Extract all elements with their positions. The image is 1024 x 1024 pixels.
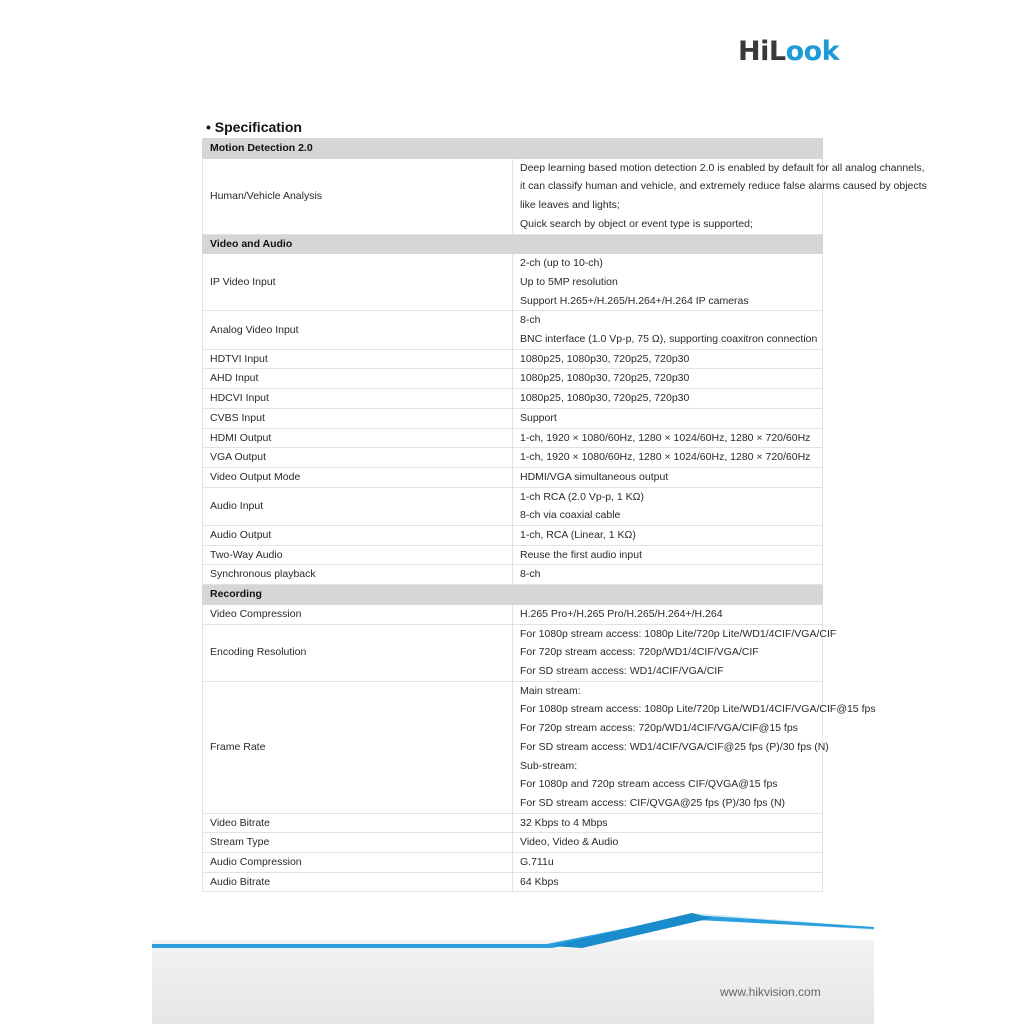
section-title: Video and Audio	[203, 234, 823, 254]
spec-value-line: 2-ch (up to 10-ch)	[520, 257, 603, 270]
spec-value	[513, 853, 823, 873]
spec-value-line: like leaves and lights;	[520, 199, 620, 212]
spec-row	[203, 254, 823, 311]
spec-value-line: Support	[520, 411, 557, 424]
spec-value	[513, 408, 823, 428]
spec-value-line: HDMI/VGA simultaneous output	[520, 470, 669, 483]
spec-value-line: 8-ch	[520, 568, 541, 581]
spec-label: AHD Input	[203, 369, 513, 389]
spec-row	[203, 487, 823, 525]
spec-row	[203, 389, 823, 409]
spec-row	[203, 872, 823, 892]
spec-value-line: For SD stream access: WD1/4CIF/VGA/CIF@25 fps (P)/30 fps (N)	[520, 740, 829, 753]
spec-row	[203, 158, 823, 234]
spec-value-line: 1-ch, RCA (Linear, 1 KΩ)	[520, 529, 636, 542]
hilook-logo: HiLook	[738, 36, 840, 67]
spec-value-line: 64 Kbps	[520, 875, 559, 888]
spec-value-line: 1-ch RCA (2.0 Vp-p, 1 KΩ)	[520, 490, 644, 503]
spec-value	[513, 624, 837, 681]
spec-row	[203, 833, 823, 853]
spec-label: IP Video Input	[203, 254, 513, 311]
spec-value	[513, 487, 823, 525]
spec-value-line: For 1080p stream access: 1080p Lite/720p Lite/WD1/4CIF/VGA/CIF@15 fps	[520, 703, 876, 716]
spec-value	[513, 349, 823, 369]
spec-value-line: Video, Video & Audio	[520, 836, 619, 849]
spec-value-line: it can classify human and vehicle, and extremely reduce false alarms caused by objects	[520, 180, 927, 193]
spec-row	[203, 349, 823, 369]
spec-row	[203, 624, 823, 681]
page-title: • Specification	[206, 119, 302, 135]
section-header	[203, 585, 823, 605]
section-title: Recording	[203, 585, 823, 605]
spec-value	[513, 813, 823, 833]
footer-graphic	[152, 900, 874, 1024]
spec-value-line: 1080p25, 1080p30, 720p25, 720p30	[520, 392, 690, 405]
spec-label: Video Output Mode	[203, 467, 513, 487]
spec-row	[203, 565, 823, 585]
spec-value-line: For 720p stream access: 720p/WD1/4CIF/VGA/CIF@15 fps	[520, 722, 798, 735]
spec-row	[203, 467, 823, 487]
spec-value-line: 1080p25, 1080p30, 720p25, 720p30	[520, 372, 690, 385]
spec-label: Analog Video Input	[203, 311, 513, 349]
spec-value	[513, 681, 876, 813]
spec-value-line: Deep learning based motion detection 2.0 is enabled by default for all analog channels,	[520, 161, 925, 174]
spec-label: HDCVI Input	[203, 389, 513, 409]
spec-value	[513, 158, 927, 234]
spec-value-line: 1-ch, 1920 × 1080/60Hz, 1280 × 1024/60Hz, 1280 × 720/60Hz	[520, 451, 811, 464]
spec-label: Video Compression	[203, 604, 513, 624]
spec-row	[203, 526, 823, 546]
spec-value-line: Up to 5MP resolution	[520, 275, 618, 288]
spec-value-line: BNC interface (1.0 Vp-p, 75 Ω), supporting coaxitron connection	[520, 333, 818, 346]
spec-value-line: Sub-stream:	[520, 759, 578, 772]
spec-label: Audio Compression	[203, 853, 513, 873]
spec-table	[202, 138, 927, 892]
spec-row	[203, 428, 823, 448]
spec-value-line: Reuse the first audio input	[520, 548, 642, 561]
spec-label: Audio Output	[203, 526, 513, 546]
spec-row	[203, 545, 823, 565]
spec-row	[203, 604, 823, 624]
spec-value-line: Quick search by object or event type is supported;	[520, 217, 753, 230]
footer-url[interactable]: www.hikvision.com	[720, 985, 821, 999]
spec-label: Stream Type	[203, 833, 513, 853]
spec-row	[203, 408, 823, 428]
spec-value	[513, 833, 823, 853]
spec-label: HDTVI Input	[203, 349, 513, 369]
spec-value	[513, 389, 823, 409]
spec-value-line: For SD stream access: CIF/QVGA@25 fps (P)/30 fps (N)	[520, 796, 786, 809]
spec-value-line: For 1080p stream access: 1080p Lite/720p Lite/WD1/4CIF/VGA/CIF	[520, 627, 837, 640]
spec-value-line: For 720p stream access: 720p/WD1/4CIF/VGA/CIF	[520, 646, 759, 659]
spec-row	[203, 448, 823, 468]
spec-value	[513, 872, 823, 892]
spec-label: CVBS Input	[203, 408, 513, 428]
spec-value-line: 1-ch, 1920 × 1080/60Hz, 1280 × 1024/60Hz, 1280 × 720/60Hz	[520, 431, 811, 444]
spec-label: Human/Vehicle Analysis	[203, 158, 513, 234]
spec-label: Synchronous playback	[203, 565, 513, 585]
spec-label: Audio Bitrate	[203, 872, 513, 892]
spec-label: HDMI Output	[203, 428, 513, 448]
spec-row	[203, 813, 823, 833]
spec-label: Audio Input	[203, 487, 513, 525]
spec-label: Frame Rate	[203, 681, 513, 813]
spec-row	[203, 369, 823, 389]
section-header	[203, 234, 823, 254]
spec-value-line: 32 Kbps to 4 Mbps	[520, 816, 608, 829]
spec-value-line: 8-ch	[520, 314, 541, 327]
spec-value-line: H.265 Pro+/H.265 Pro/H.265/H.264+/H.264	[520, 607, 723, 620]
spec-value-line: For SD stream access: WD1/4CIF/VGA/CIF	[520, 664, 724, 677]
spec-row	[203, 853, 823, 873]
spec-label: Two-Way Audio	[203, 545, 513, 565]
spec-value-line: Support H.265+/H.265/H.264+/H.264 IP cameras	[520, 294, 749, 307]
spec-row	[203, 681, 823, 813]
section-header	[203, 139, 823, 159]
spec-value	[513, 311, 823, 349]
spec-label: VGA Output	[203, 448, 513, 468]
spec-value	[513, 604, 823, 624]
spec-value	[513, 526, 823, 546]
spec-value	[513, 448, 823, 468]
spec-value	[513, 428, 823, 448]
section-title: Motion Detection 2.0	[203, 139, 823, 159]
spec-value-line: 8-ch via coaxial cable	[520, 509, 621, 522]
spec-label: Encoding Resolution	[203, 624, 513, 681]
spec-value	[513, 565, 823, 585]
spec-value	[513, 545, 823, 565]
spec-value-line: 1080p25, 1080p30, 720p25, 720p30	[520, 352, 690, 365]
spec-value-line: G.711u	[520, 856, 554, 869]
spec-value	[513, 369, 823, 389]
spec-value-line: Main stream:	[520, 684, 581, 697]
spec-value-line: For 1080p and 720p stream access CIF/QVGA@15 fps	[520, 778, 778, 791]
spec-label: Video Bitrate	[203, 813, 513, 833]
footer-wave-icon	[152, 900, 874, 1024]
spec-value	[513, 467, 823, 487]
spec-value	[513, 254, 823, 311]
spec-row	[203, 311, 823, 349]
